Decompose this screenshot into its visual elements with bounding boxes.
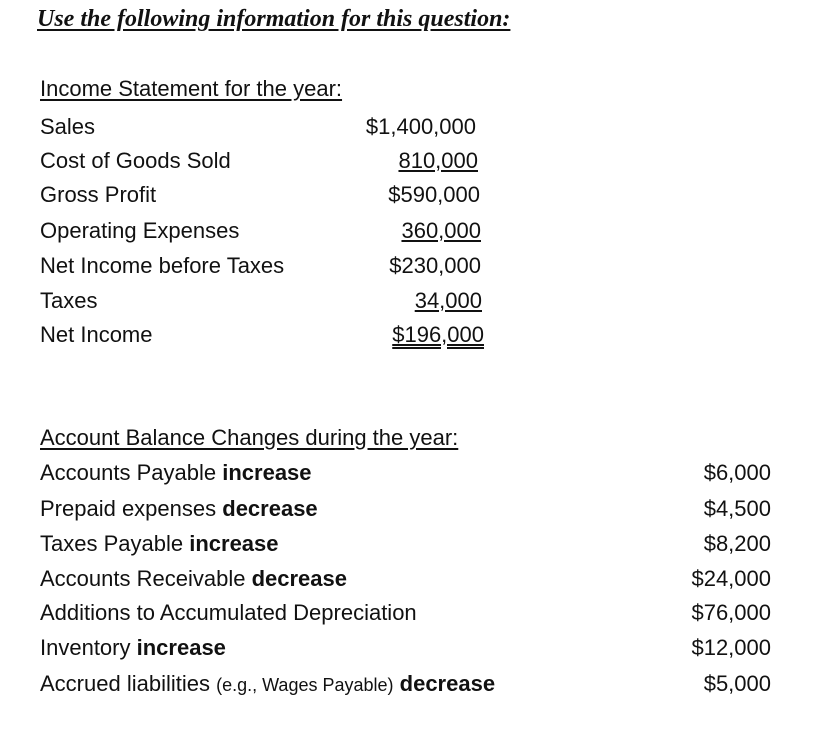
change-row-label xyxy=(40,494,318,524)
change-row-label xyxy=(40,633,226,663)
income-row-label: Operating Expenses xyxy=(40,218,240,243)
income-row-net-income-before-taxes xyxy=(40,251,481,281)
change-direction: decrease xyxy=(222,496,318,521)
account-name: Additions to Accumulated Depreciation xyxy=(40,600,417,625)
account-name: Accrued liabilities xyxy=(40,671,210,696)
change-row-label xyxy=(40,529,279,559)
change-row-amount: $12,000 xyxy=(691,635,771,660)
balance-changes-title: Account Balance Changes during the year: xyxy=(40,425,459,450)
income-row-label: Net Income before Taxes xyxy=(40,253,285,278)
change-row-label xyxy=(40,598,417,628)
income-row-amount: $590,000 xyxy=(388,182,480,207)
income-row-label: Sales xyxy=(40,114,96,139)
account-name: Accounts Payable xyxy=(40,460,217,485)
change-row-taxes-payable xyxy=(40,529,771,559)
change-row-amount: $76,000 xyxy=(691,600,771,625)
change-row-amount: $8,200 xyxy=(703,531,771,556)
income-row-amount: 360,000 xyxy=(401,218,481,243)
change-row-amount: $4,500 xyxy=(703,496,771,521)
income-row-amount: $230,000 xyxy=(389,253,481,278)
change-row-label xyxy=(40,564,347,594)
change-row-accounts-receivable xyxy=(40,564,771,594)
income-row-taxes xyxy=(40,286,482,316)
income-row-amount: $196,000 xyxy=(392,322,484,347)
income-row-cogs xyxy=(40,146,478,176)
income-row-amount: 34,000 xyxy=(414,288,482,313)
change-direction: increase xyxy=(136,635,226,660)
income-row-amount: $1,400,000 xyxy=(365,114,476,139)
account-note: (e.g., Wages Payable) xyxy=(216,675,394,695)
change-direction: decrease xyxy=(251,566,347,591)
change-row-amount: $24,000 xyxy=(691,566,771,591)
income-row-net-income xyxy=(40,320,484,350)
income-row-label: Cost of Goods Sold xyxy=(40,148,231,173)
change-row-inventory xyxy=(40,633,771,663)
change-row-amount: $5,000 xyxy=(703,671,771,696)
account-name: Accounts Receivable xyxy=(40,566,246,591)
income-row-sales xyxy=(40,112,476,142)
income-row-gross-profit xyxy=(40,180,480,210)
change-row-amount: $6,000 xyxy=(703,460,771,485)
change-direction: increase xyxy=(222,460,312,485)
change-row-accumulated-depreciation xyxy=(40,598,771,628)
change-row-label xyxy=(40,669,495,700)
account-name: Inventory xyxy=(40,635,131,660)
change-direction: increase xyxy=(189,531,279,556)
change-direction: decrease xyxy=(399,671,496,696)
instruction-heading: Use the following information for this question: xyxy=(37,6,511,32)
income-statement-title: Income Statement for the year: xyxy=(40,76,343,101)
account-name: Taxes Payable xyxy=(40,531,184,556)
income-row-operating-expenses xyxy=(40,216,481,246)
income-row-label: Net Income xyxy=(40,322,153,347)
change-row-accounts-payable xyxy=(40,458,771,488)
account-name: Prepaid expenses xyxy=(40,496,217,521)
change-row-label xyxy=(40,458,312,488)
change-row-accrued-liabilities xyxy=(40,669,771,699)
income-row-label: Taxes xyxy=(40,288,98,313)
income-row-label: Gross Profit xyxy=(40,182,157,207)
change-row-prepaid-expenses xyxy=(40,494,771,524)
income-row-amount: 810,000 xyxy=(398,148,478,173)
